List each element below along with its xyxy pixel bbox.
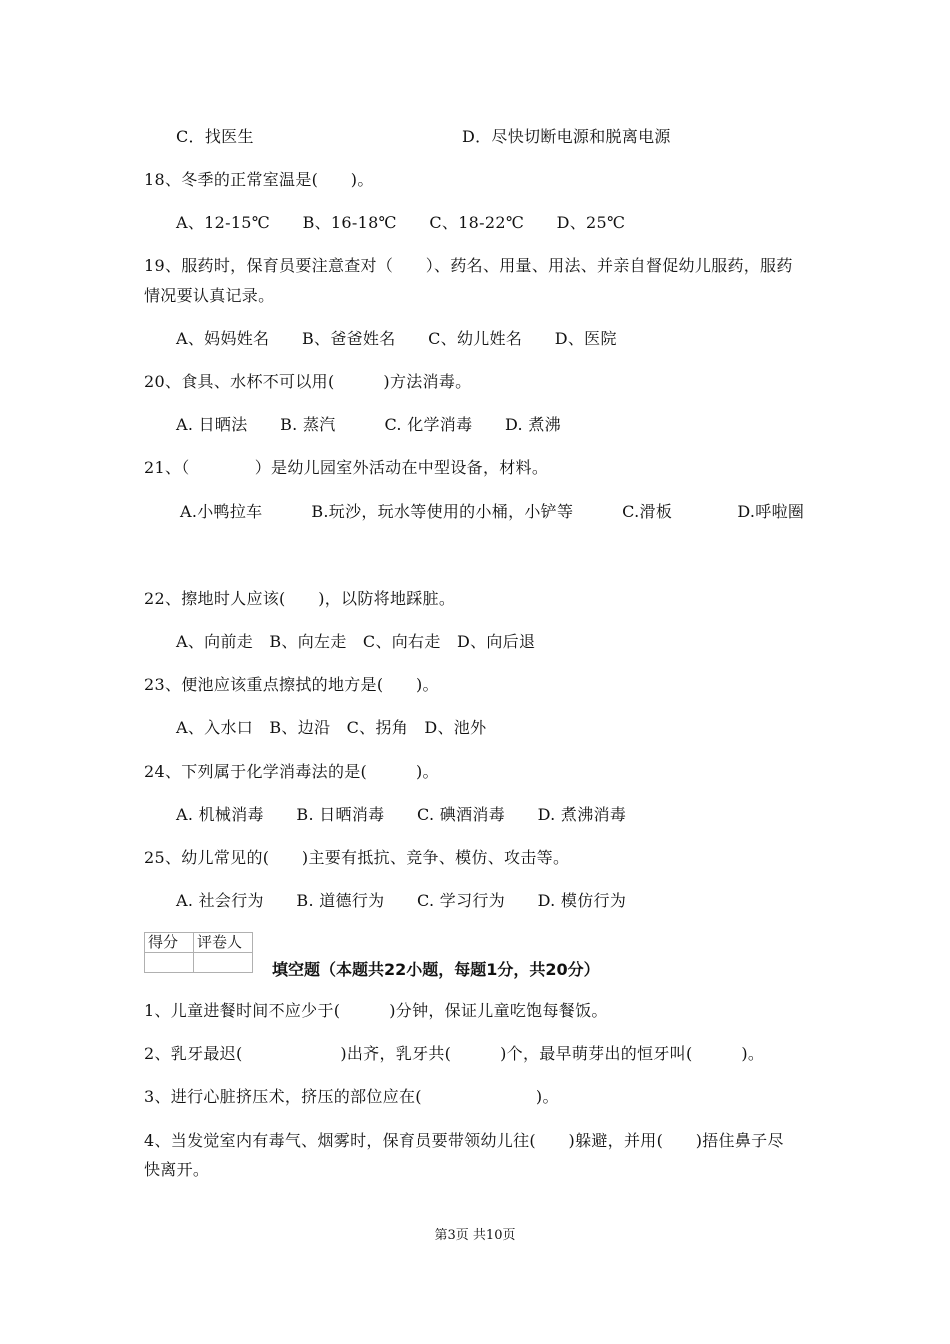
fill-q1: 1、儿童进餐时间不应少于( )分钟，保证儿童吃饱每餐饭。	[144, 1001, 608, 1020]
score-header: 得分	[145, 933, 194, 953]
fill-q3: 3、进行心脏挤压术，挤压的部位应在( )。	[144, 1087, 559, 1106]
q25-options: A. 社会行为 B. 道德行为 C. 学习行为 D. 模仿行为	[176, 891, 627, 910]
q19-question: 19、服药时，保育员要注意查对（ ）、药名、用量、用法、并亲自督促幼儿服药，服药	[144, 256, 793, 275]
score-cell	[145, 953, 194, 973]
q19-question-cont: 情况要认真记录。	[144, 286, 275, 305]
fill-q2: 2、乳牙最迟( )出齐，乳牙共( )个，最早萌芽出的恒牙叫( )。	[144, 1044, 765, 1063]
grader-cell	[194, 953, 253, 973]
q18-question: 18、冬季的正常室温是( )。	[144, 170, 374, 189]
q17-option-c: C．找医生	[176, 127, 254, 146]
q20-question: 20、食具、水杯不可以用( )方法消毒。	[144, 372, 472, 391]
q23-question: 23、便池应该重点擦拭的地方是( )。	[144, 675, 439, 694]
section-heading: 填空题（本题共22小题，每题1分，共20分）	[272, 960, 600, 979]
q25-question: 25、幼儿常见的( )主要有抵抗、竞争、模仿、攻击等。	[144, 848, 570, 867]
fill-q4-cont: 快离开。	[144, 1160, 210, 1179]
q24-options: A. 机械消毒 B. 日晒消毒 C. 碘酒消毒 D. 煮沸消毒	[176, 805, 627, 824]
q22-options: A、向前走 B、向左走 C、向右走 D、向后退	[176, 632, 536, 651]
q20-options: A. 日晒法 B. 蒸汽 C. 化学消毒 D. 煮沸	[176, 415, 561, 434]
q24-question: 24、下列属于化学消毒法的是( )。	[144, 762, 439, 781]
score-table	[144, 932, 253, 973]
q19-options: A、妈妈姓名 B、爸爸姓名 C、幼儿姓名 D、医院	[176, 329, 617, 348]
score-table-header-row	[145, 933, 253, 953]
q17-option-d: D．尽快切断电源和脱离电源	[462, 127, 671, 146]
q21-question: 21、（ ）是幼儿园室外活动在中型设备，材料。	[144, 458, 549, 477]
q18-options: A、12-15℃ B、16-18℃ C、18-22℃ D、25℃	[176, 213, 626, 232]
q22-question: 22、擦地时人应该( )，以防将地踩脏。	[144, 589, 456, 608]
score-table-blank-row	[145, 953, 253, 973]
page-footer: 第3页 共10页	[434, 1228, 516, 1243]
grader-header: 评卷人	[194, 933, 253, 953]
fill-q4: 4、当发觉室内有毒气、烟雾时，保育员要带领幼儿往( )躲避，并用( )捂住鼻子尽	[144, 1131, 784, 1150]
q23-options: A、入水口 B、边沿 C、拐角 D、池外	[176, 718, 487, 737]
q21-options: A.小鸭拉车 B.玩沙，玩水等使用的小桶，小铲等 C.滑板 D.呼啦圈	[180, 502, 805, 521]
